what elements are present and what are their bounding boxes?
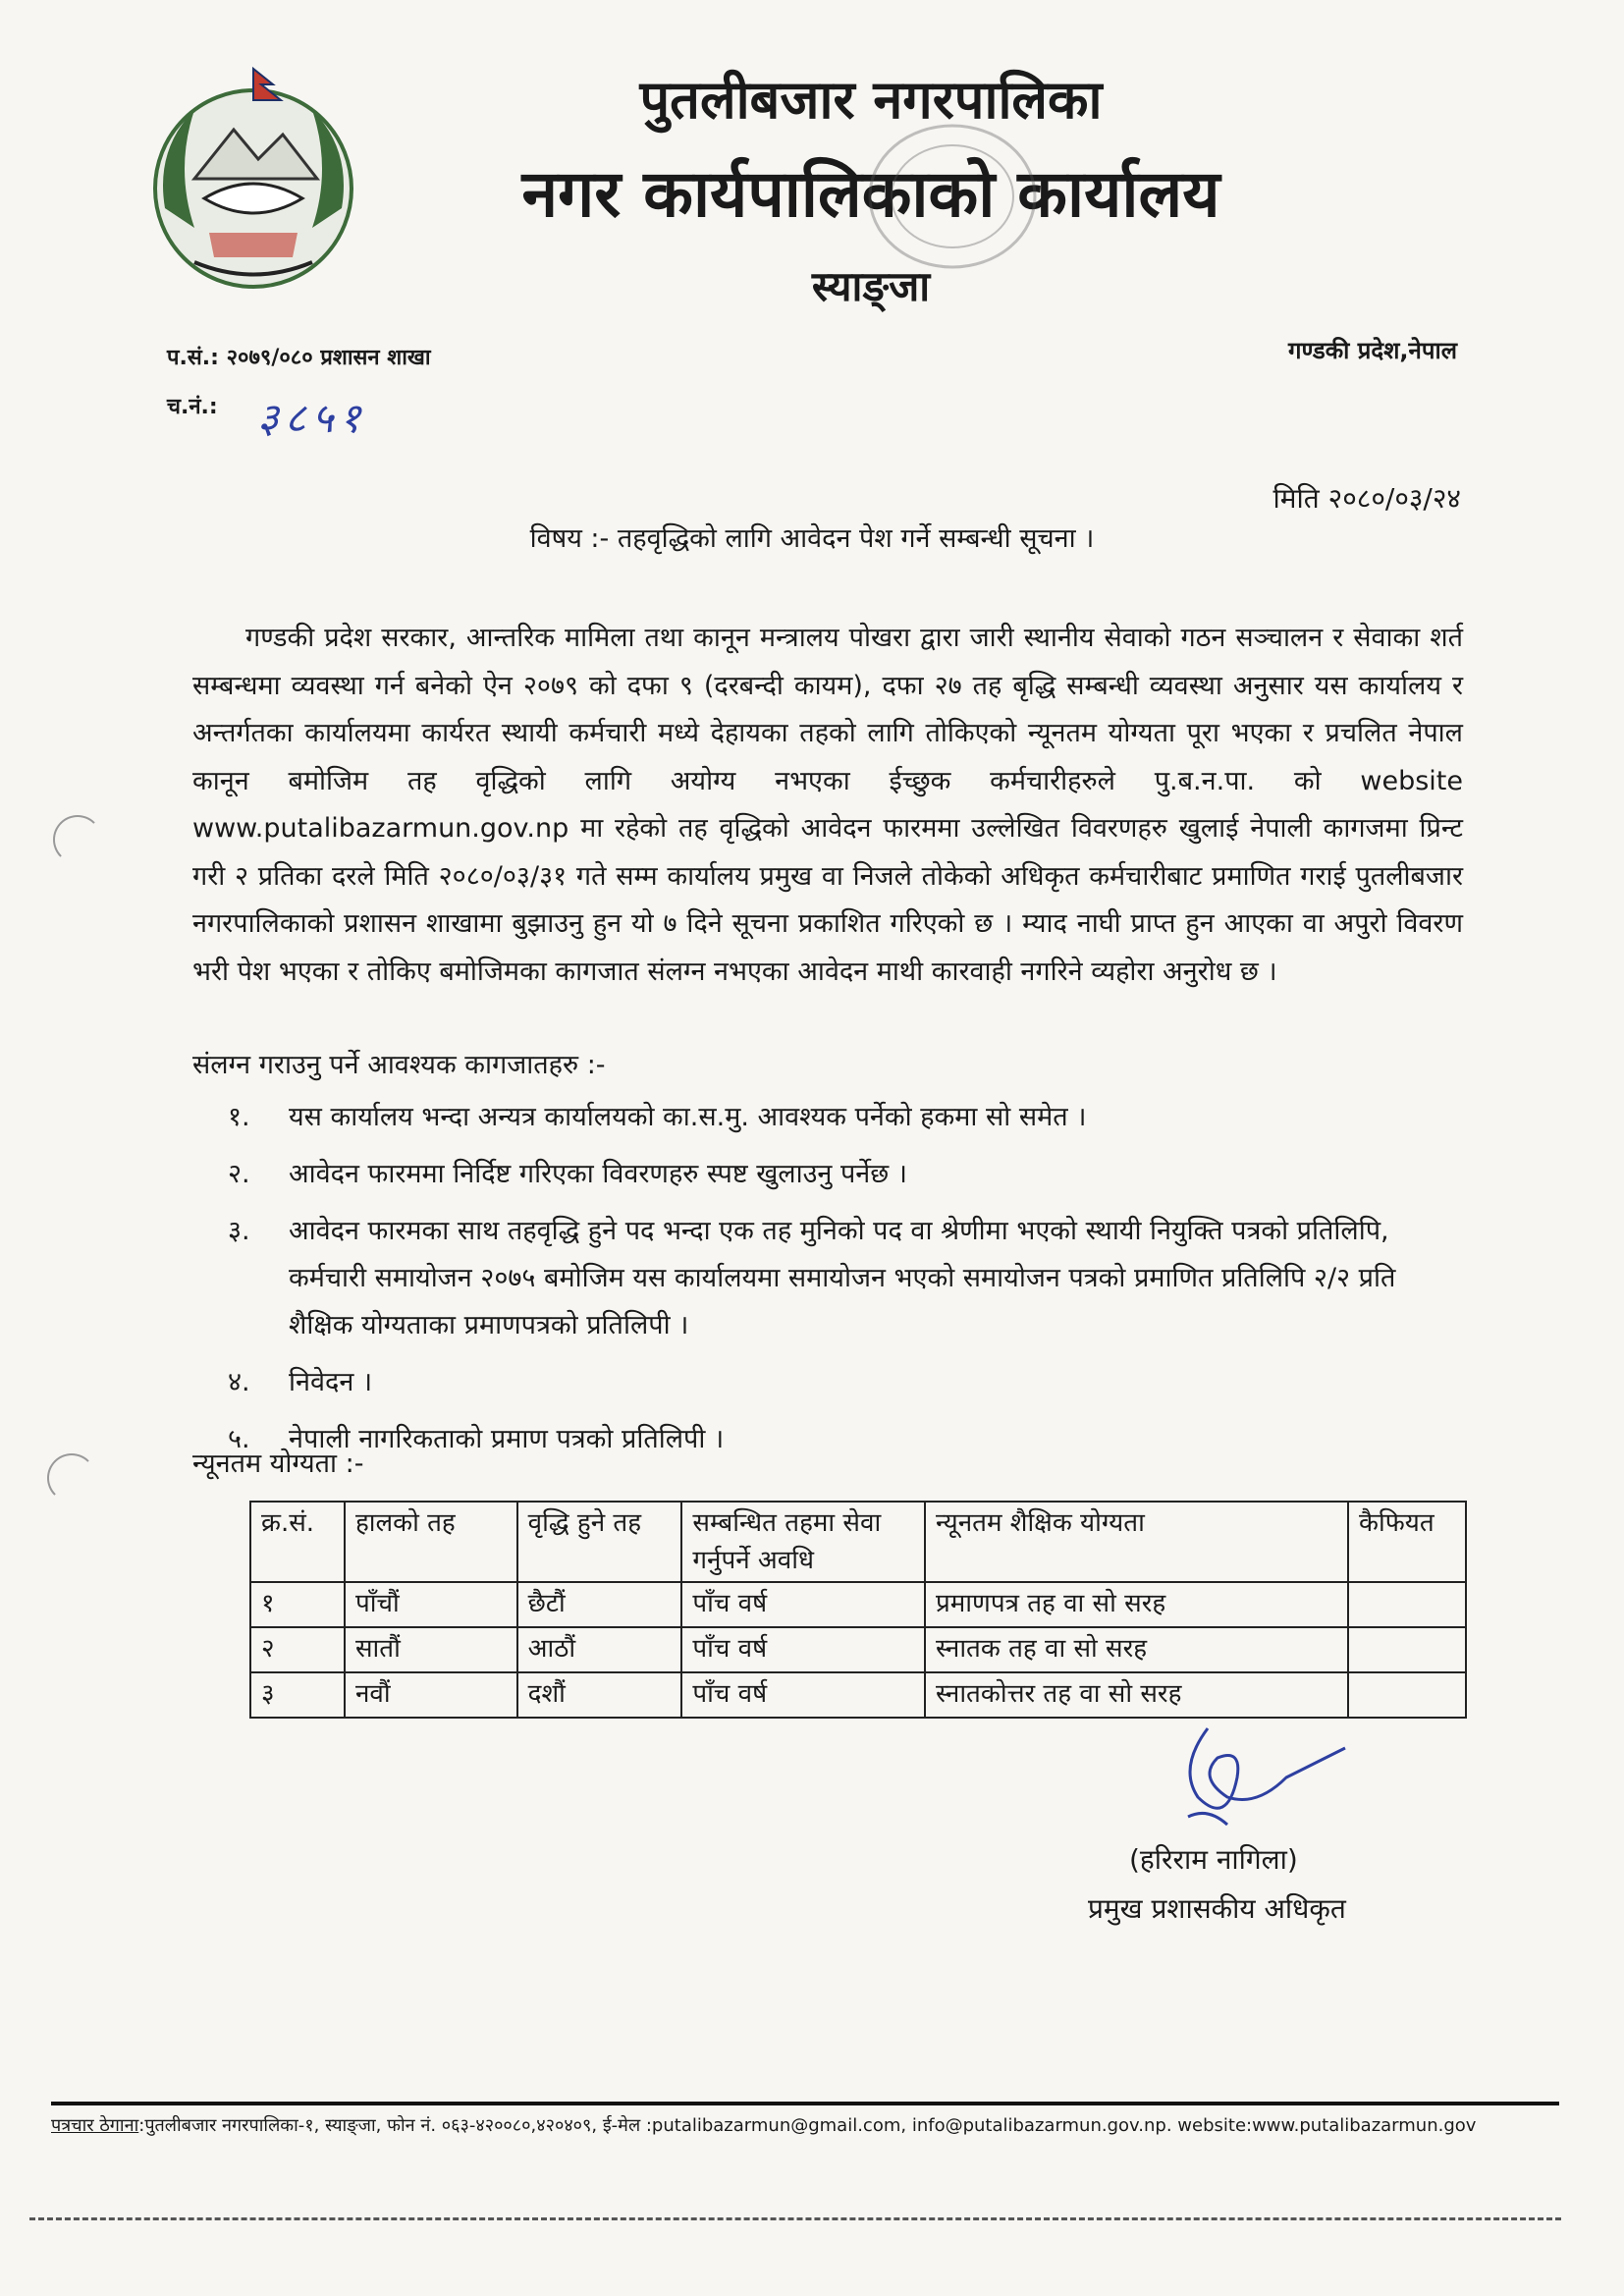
punch-hole-mark	[53, 815, 102, 864]
office-title: नगर कार्यपालिकाको कार्यालय	[521, 156, 1220, 232]
table-cell: छैटौं	[517, 1582, 682, 1627]
footer-dashed-line	[29, 2217, 1561, 2220]
table-cell: पाँच वर्ष	[681, 1672, 925, 1718]
dispatch-number-handwritten: ३८५१	[257, 394, 367, 442]
notice-date: मिति २०८०/०३/२४	[1272, 482, 1461, 515]
table-row	[250, 1582, 1466, 1627]
list-item: ३. आवेदन फारमका साथ तहवृद्धि हुने पद भन्दा एक तह मुनिको पद वा श्रेणीमा भएको स्थायी नियुक्ति पत्रको प्रतिलिपि, कर्मचारी समायोजन २०७५ बमोजिम यस कार्यालयमा समायोजन भएको समायोजन पत्रको प्रमाणित प्रतिलिपि २/२ प्रति शैक्षिक योग्यताका प्रमाणपत्रको प्रतिलिपी ।	[228, 1216, 1396, 1340]
table-cell	[1348, 1582, 1466, 1627]
table-cell: सातौं	[345, 1627, 517, 1672]
signatory-title: प्रमुख प्रशासकीय अधिकृत	[1088, 1892, 1346, 1925]
table-header-row	[250, 1502, 1466, 1582]
district-title: स्याङ्जा	[811, 262, 931, 310]
table-cell: दशौं	[517, 1672, 682, 1718]
notice-body: गण्डकी प्रदेश सरकार, आन्तरिक मामिला तथा कानून मन्त्रालय पोखरा द्वारा जारी स्थानीय सेवाको गठन सञ्चालन र सेवाका शर्त सम्बन्धमा व्यवस्था गर्न बनेको ऐन २०७९ को दफा ९ (दरबन्दी कायम), दफा २७ तह बृद्धि सम्बन्धी व्यवस्था अनुसार यस कार्यालय र अन्तर्गतका कार्यालयमा कार्यरत स्थायी कर्मचारी मध्ये देहायका तहको लागि तोकिएको न्यूनतम योग्यता पूरा भएका र प्रचलित नेपाल कानून बमोजिम तह वृद्धिको लागि अयोग्य नभएका ईच्छुक कर्मचारीहरुले पु.ब.न.पा. को website www.putalibazarmun.gov.np मा रहेको तह वृद्धिको आवेदन फारममा उल्लेखित विवरणहरु खुलाई नेपाली कागजमा प्रिन्ट गरी २ प्रतिका दरले मिति २०८०/०३/३१ गते सम्म कार्यालय प्रमुख वा निजले तोकेको अधिकृत कर्मचारीबाट प्रमाणित गराई पुतलीबजार नगरपालिकाको प्रशासन शाखामा बुझाउनु हुन यो ७ दिने सूचना प्रकाशित गरिएको छ । म्याद नाघी प्राप्त हुन आएका वा अपुरो विवरण भरी पेश भएका र तोकिए बमोजिमका कागजात संलग्न नभएका आवेदन माथी कारवाही नगरिने व्यहोरा अनुरोध छ ।	[192, 623, 1463, 987]
column-header: हालको तह	[345, 1502, 517, 1582]
table-cell: नवौं	[345, 1672, 517, 1718]
dispatch-label: च.नं.:	[167, 395, 218, 419]
list-item: १. यस कार्यालय भन्दा अन्यत्र कार्यालयको का.स.मु. आवश्यक पर्नेको हकमा सो समेत ।	[228, 1102, 1087, 1132]
column-header: क्र.सं.	[250, 1502, 345, 1582]
requirements-list	[228, 1094, 1465, 1473]
municipality-title: पुतलीबजार नगरपालिका	[639, 69, 1103, 131]
punch-hole-mark	[47, 1453, 96, 1503]
qualification-table	[249, 1501, 1467, 1719]
list-item: २. आवेदन फारममा निर्दिष्ट गरिएका विवरणहरु स्पष्ट खुलाउनु पर्नेछ ।	[228, 1159, 908, 1189]
column-header: वृद्धि हुने तह	[517, 1502, 682, 1582]
table-cell: ३	[250, 1672, 345, 1718]
table-cell: २	[250, 1627, 345, 1672]
table-cell: पाँच वर्ष	[681, 1627, 925, 1672]
requirements-heading: संलग्न गराउनु पर्ने आवश्यक कागजातहरु :-	[192, 1050, 606, 1080]
office-stamp-icon	[864, 118, 1041, 275]
column-header: सम्बन्धित तहमा सेवा गर्नुपर्ने अवधि	[681, 1502, 925, 1582]
list-item: ५. नेपाली नागरिकताको प्रमाण पत्रको प्रतिलिपी ।	[228, 1424, 725, 1454]
footer-address: पत्रचार ठेगाना:पुतलीबजार नगरपालिका-१, स्याङ्जा, फोन नं. ०६३-४२००८०,४२०४०९, ई-मेल :putalibazarmun@gmail.com, info@putalibazarmun.gov.np. website:www.putalibazarmun.gov	[51, 2115, 1477, 2136]
list-item: ४. निवेदन ।	[228, 1367, 373, 1397]
table-cell	[1348, 1627, 1466, 1672]
province-label: गण्डकी प्रदेश,नेपाल	[1287, 337, 1457, 364]
table-cell: आठौं	[517, 1627, 682, 1672]
table-cell: स्नातक तह वा सो सरह	[925, 1627, 1348, 1672]
table-cell: १	[250, 1582, 345, 1627]
table-cell: पाँच वर्ष	[681, 1582, 925, 1627]
signatory-name: (हरिराम नागिला)	[1129, 1843, 1298, 1876]
table-cell: पाँचौं	[345, 1582, 517, 1627]
reference-number: प.सं.: २०७९/०८० प्रशासन शाखा	[167, 346, 431, 370]
table-row	[250, 1627, 1466, 1672]
footer-divider	[51, 2102, 1559, 2105]
table-cell	[1348, 1672, 1466, 1718]
table-cell: प्रमाणपत्र तह वा सो सरह	[925, 1582, 1348, 1627]
qualification-heading: न्यूनतम योग्यता :-	[192, 1449, 364, 1479]
table-cell: स्नातकोत्तर तह वा सो सरह	[925, 1672, 1348, 1718]
column-header: कैफियत	[1348, 1502, 1466, 1582]
signature-icon	[1168, 1709, 1355, 1846]
notice-subject: विषय :- तहवृद्धिको लागि आवेदन पेश गर्ने सम्बन्धी सूचना ।	[529, 523, 1095, 554]
column-header: न्यूनतम शैक्षिक योग्यता	[925, 1502, 1348, 1582]
